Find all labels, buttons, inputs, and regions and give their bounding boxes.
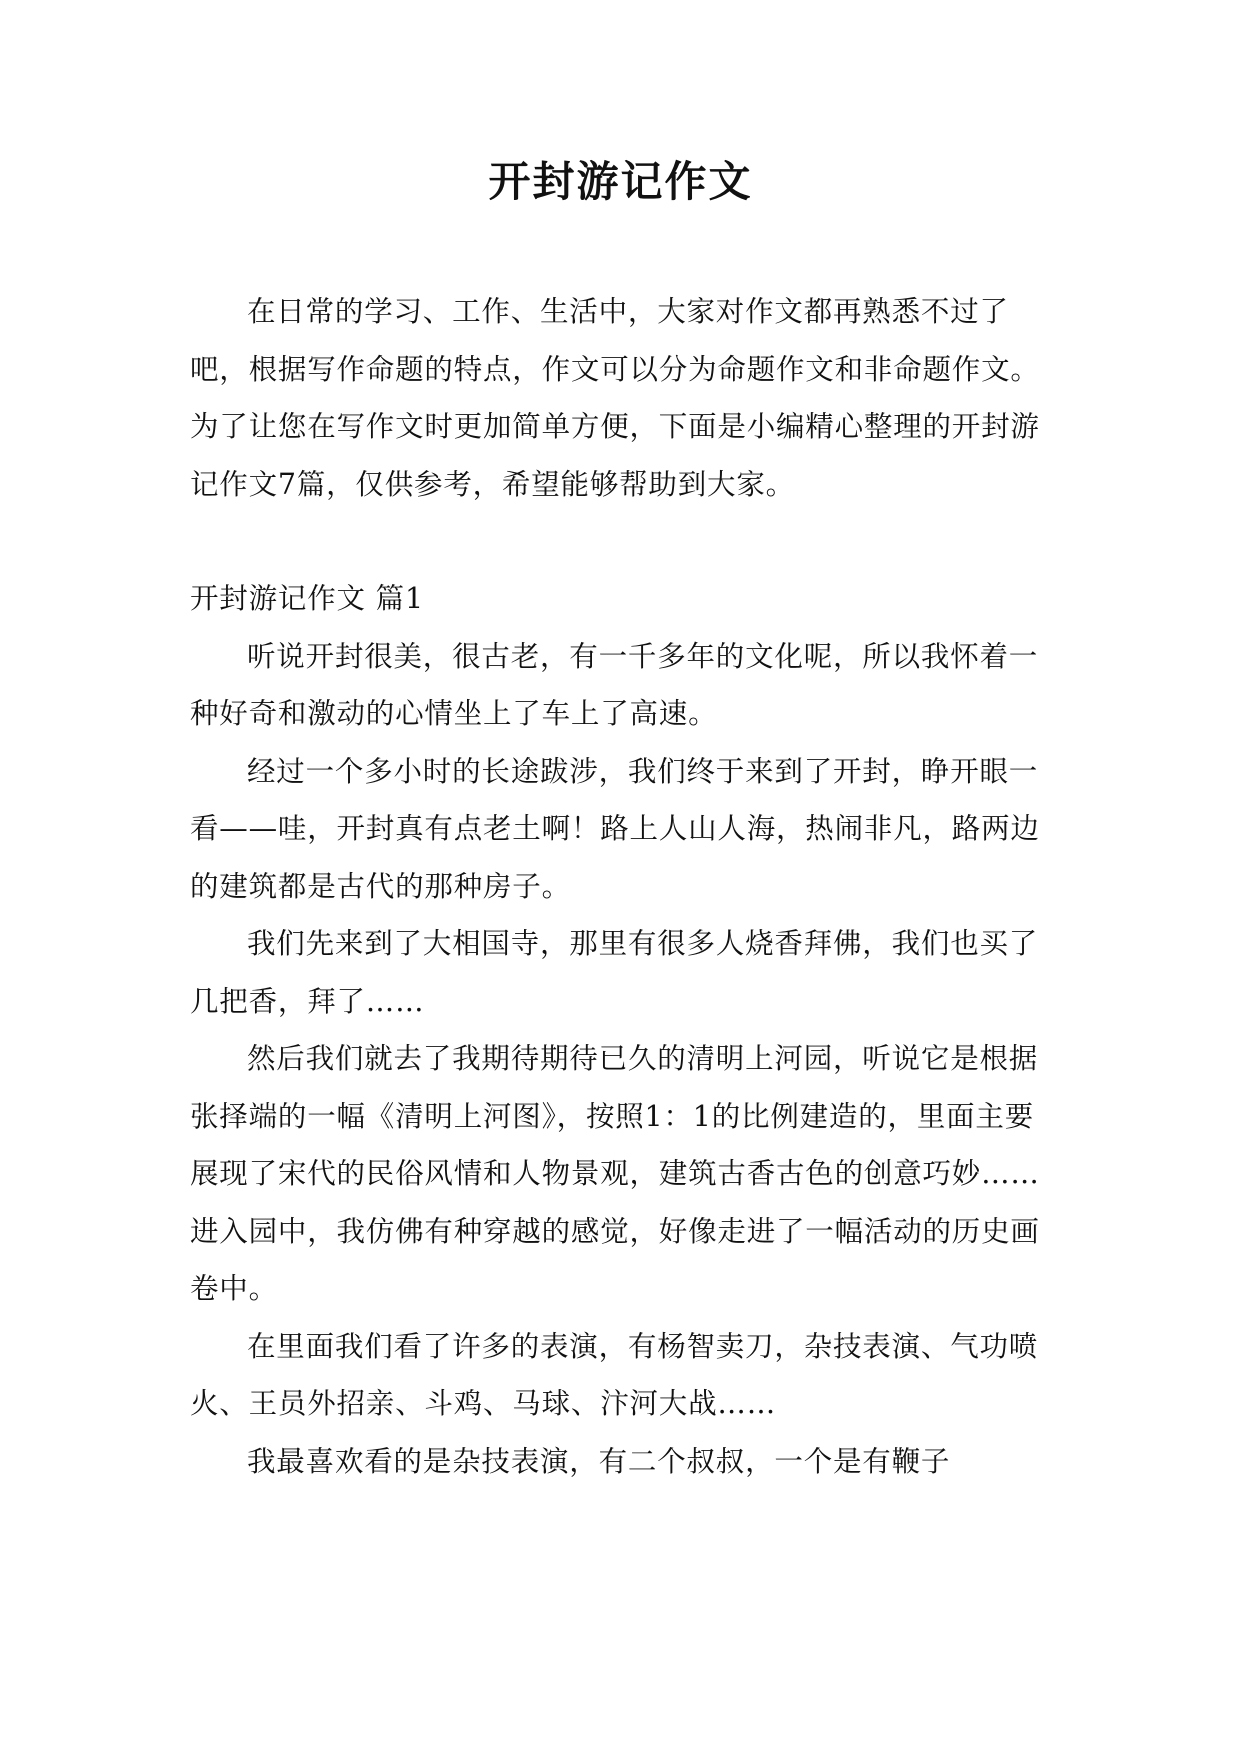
body-paragraph: 经过一个多小时的长途跋涉，我们终于来到了开封，睁开眼一看——哇，开封真有点老土啊！路上人山人海，热闹非凡，路两边的建筑都是古代的那种房子。 bbox=[190, 754, 1040, 903]
document-body bbox=[190, 283, 1050, 1490]
document-title: 开封游记作文 bbox=[488, 157, 753, 206]
body-paragraph: 我们先来到了大相国寺，那里有很多人烧香拜佛，我们也买了几把香，拜了…… bbox=[190, 927, 1039, 1018]
body-paragraph: 我最喜欢看的是杂技表演，有二个叔叔，一个是有鞭子 bbox=[247, 1444, 951, 1478]
body-paragraph: 听说开封很美，很古老，有一千多年的文化呢，所以我怀着一种好奇和激动的心情坐上了车上了高速。 bbox=[190, 639, 1039, 730]
body-paragraph: 在里面我们看了许多的表演，有杨智卖刀，杂技表演、气功喷火、王员外招亲、斗鸡、马球、汴河大战…… bbox=[190, 1329, 1039, 1420]
body-paragraph: 然后我们就去了我期待期待已久的清明上河园，听说它是根据张择端的一幅《清明上河图》，按照1：1的比例建造的，里面主要展现了宋代的民俗风情和人物景观，建筑古香古色的创意巧妙……进入园中，我仿佛有种穿越的感觉，好像走进了一幅活动的历史画卷中。 bbox=[190, 1042, 1040, 1305]
intro-paragraph: 在日常的学习、工作、生活中，大家对作文都再熟悉不过了吧，根据写作命题的特点，作文可以分为命题作文和非命题作文。为了让您在写作文时更加简单方便，下面是小编精心整理的开封游记作文7篇，仅供参考，希望能够帮助到大家。 bbox=[190, 295, 1040, 501]
section-heading: 开封游记作文 篇1 bbox=[190, 582, 424, 615]
